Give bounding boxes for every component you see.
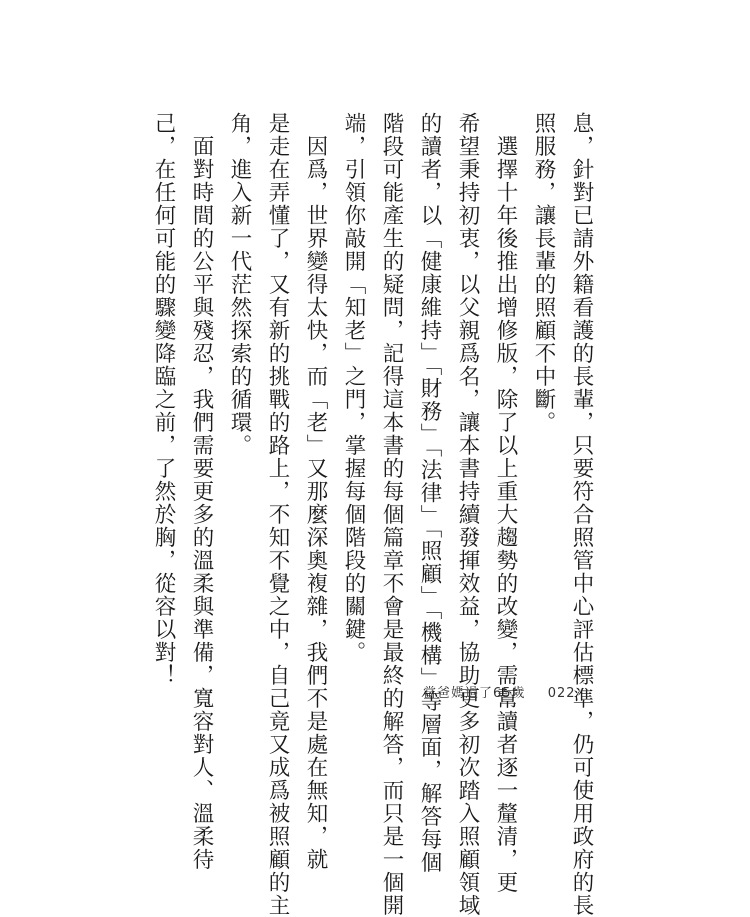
text-line: 因爲，世界變得太快，而「老」又那麼深奧複雜，我們不是處在無知，就 bbox=[303, 112, 328, 871]
text-line: 照服務，讓長輩的照顧不中斷。 bbox=[531, 112, 556, 434]
text-line: 己，在任何可能的驟變降臨之前，了然於胸，從容以對！ bbox=[151, 112, 176, 687]
page-number: 022 bbox=[547, 686, 576, 701]
text-line: 端，引領你敲開「知老」之門，掌握每個階段的關鍵。 bbox=[341, 112, 366, 664]
text-line: 息，針對已請外籍看護的長輩，只要符合照管中心評估標準，仍可使用政府的長 bbox=[569, 112, 594, 917]
text-line: 面對時間的公平與殘忍，我們需要更多的溫柔與準備，寬容對人、溫柔待 bbox=[189, 112, 214, 871]
text-line: 選擇十年後推出增修版，除了以上重大趨勢的改變，需幫讀者逐一釐清，更 bbox=[493, 112, 518, 894]
page-footer bbox=[423, 682, 576, 701]
text-line: 是走在弄懂了，又有新的挑戰的路上，不知不覺之中，自己竟又成爲被照顧的主 bbox=[265, 112, 290, 917]
text-line: 的讀者，以「健康維持」「財務」「法律」「照顧」「機構」等層面，解答每個 bbox=[417, 112, 442, 874]
running-title: 當爸媽過了65歲 bbox=[423, 686, 526, 701]
text-line: 階段可能產生的疑問，記得這本書的每個篇章不會是最終的解答，而只是一個開 bbox=[379, 112, 404, 917]
text-line: 希望秉持初衷，以父親爲名，讓本書持續發揮效益，協助更多初次踏入照顧領域 bbox=[455, 112, 480, 917]
text-line: 角，進入新一代茫然探索的循環。 bbox=[227, 112, 252, 457]
